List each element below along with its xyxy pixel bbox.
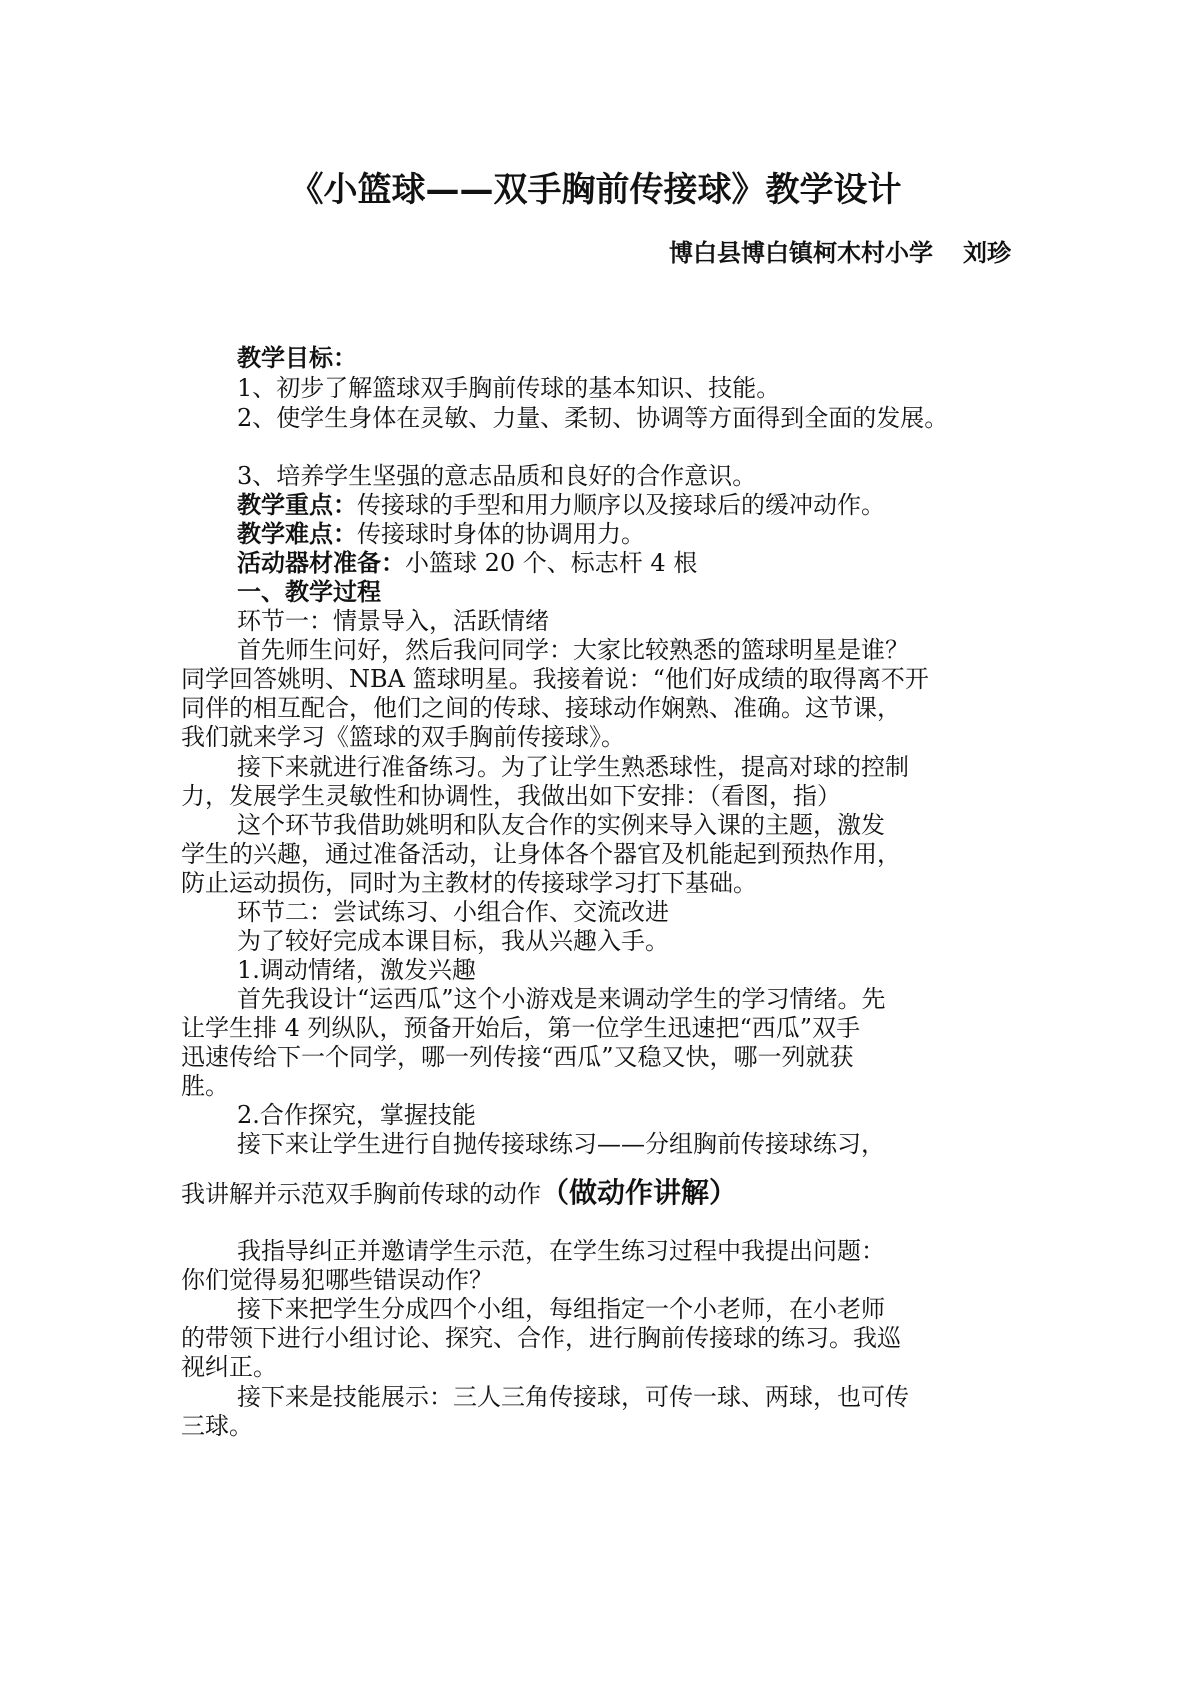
goals-heading: 教学目标： [237, 344, 357, 372]
goal-2: 2、使学生身体在灵敏、力量、柔韧、协调等方面得到全面的发展。 [237, 404, 949, 432]
paragraph-3-line-2: 学生的兴趣，通过准备活动，让身体各个器官及机能起到预热作用， [181, 840, 901, 868]
paragraph-2-line-2: 力，发展学生灵敏性和协调性，我做出如下安排：（看图，指） [181, 782, 841, 810]
process-heading: 一、教学过程 [237, 578, 381, 606]
subheading-2: 2.合作探究，掌握技能 [237, 1101, 476, 1129]
paragraph-9-line-1: 接下来是技能展示：三人三角传接球，可传一球、两球，也可传 [237, 1383, 909, 1411]
difficulty-text: 传接球时身体的协调用力。 [357, 520, 645, 548]
paragraph-3-line-3: 防止运动损伤，同时为主教材的传接球学习打下基础。 [181, 869, 757, 897]
equipment [237, 548, 1027, 578]
paragraph-2-line-1: 接下来就进行准备练习。为了让学生熟悉球性，提高对球的控制 [237, 753, 909, 781]
paragraph-3-line-1: 这个环节我借助姚明和队友合作的实例来导入课的主题，激发 [237, 811, 885, 839]
paragraph-5-line-3: 迅速传给下一个同学，哪一列传接“西瓜”又稳又快，哪一列就获 [181, 1043, 854, 1071]
paragraph-1-line-1: 首先师生问好，然后我问同学：大家比较熟悉的篮球明星是谁？ [237, 636, 909, 664]
goal-1: 1、初步了解篮球双手胸前传球的基本知识、技能。 [237, 374, 781, 402]
equipment-text: 小篮球 20 个、标志杆 4 根 [405, 549, 698, 577]
key-point-text: 传接球的手型和用力顺序以及接球后的缓冲动作。 [357, 491, 885, 519]
paragraph-8-line-1: 接下来把学生分成四个小组，每组指定一个小老师，在小老师 [237, 1295, 885, 1323]
difficulty [237, 519, 1027, 549]
paragraph-5-line-2: 让学生排 4 列纵队，预备开始后，第一位学生迅速把“西瓜”双手 [181, 1014, 861, 1042]
paragraph-6-line-1: 接下来让学生进行自抛传接球练习——分组胸前传接球练习， [237, 1130, 885, 1158]
author-line [669, 233, 1011, 268]
paragraph-8-line-2: 的带领下进行小组讨论、探究、合作，进行胸前传接球的练习。我巡 [181, 1324, 901, 1352]
page-title: 《小篮球——双手胸前传接球》教学设计 [289, 170, 902, 210]
paragraph-7-line-2: 你们觉得易犯哪些错误动作？ [181, 1266, 493, 1294]
key-point [237, 490, 1027, 520]
paragraph-6-line-2-text: 我讲解并示范双手胸前传球的动作 [181, 1180, 541, 1208]
subheading-1: 1.调动情绪，激发兴趣 [237, 956, 476, 984]
school-name: 博白县博白镇柯木村小学 [669, 239, 933, 267]
paragraph-1-line-2: 同学回答姚明、NBA 篮球明星。我接着说：“他们好成绩的取得离不开 [181, 665, 929, 693]
equipment-label: 活动器材准备： [237, 549, 405, 577]
paragraph-1-line-3: 同伴的相互配合，他们之间的传球、接球动作娴熟、准确。这节课， [181, 694, 901, 722]
paragraph-9-line-2: 三球。 [181, 1412, 253, 1440]
author-name: 刘珍 [963, 239, 1011, 267]
paragraph-8-line-3: 视纠正。 [181, 1353, 277, 1381]
paragraph-5-line-4: 胜。 [181, 1072, 229, 1100]
step-2-title: 环节二：尝试练习、小组合作、交流改进 [237, 898, 669, 926]
demo-note: （做动作讲解） [541, 1176, 738, 1209]
paragraph-5-line-1: 首先我设计“运西瓜”这个小游戏是来调动学生的学习情绪。先 [237, 985, 886, 1013]
difficulty-label: 教学难点： [237, 520, 357, 548]
paragraph-6-line-2 [181, 1178, 1021, 1209]
goal-3: 3、培养学生坚强的意志品质和良好的合作意识。 [237, 462, 757, 490]
key-point-label: 教学重点： [237, 491, 357, 519]
paragraph-1-line-4: 我们就来学习《篮球的双手胸前传接球》。 [181, 723, 625, 751]
paragraph-4: 为了较好完成本课目标，我从兴趣入手。 [237, 927, 669, 955]
step-1-title: 环节一：情景导入，活跃情绪 [237, 607, 549, 635]
paragraph-7-line-1: 我指导纠正并邀请学生示范，在学生练习过程中我提出问题： [237, 1237, 885, 1265]
